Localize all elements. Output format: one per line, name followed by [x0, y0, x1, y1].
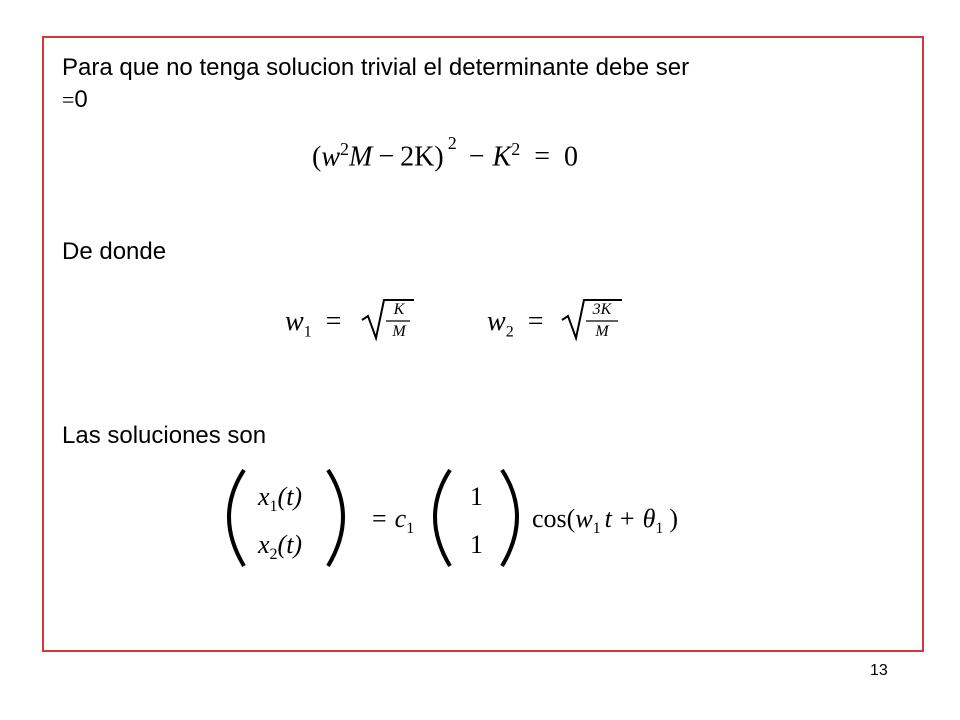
vector-one-bottom: 1 [470, 530, 483, 559]
w1-sub: 1 [303, 323, 312, 341]
cos-close: ) [669, 504, 679, 533]
intro-line: Para que no tenga solucion trivial el determinante debe ser [62, 54, 690, 81]
w1-symbol: w [285, 306, 304, 337]
x1-symbol: x [258, 482, 270, 511]
eq1-2K: 2K [400, 141, 435, 173]
cos-theta-sub: 1 [655, 520, 664, 538]
x1-sub: 1 [269, 498, 278, 516]
cos-w: w [575, 504, 593, 533]
eq1-minus: − [378, 141, 395, 173]
eq1-close-paren: ) [434, 141, 444, 173]
w2-symbol: w [487, 306, 506, 337]
w2-numerator: 3K [592, 301, 612, 318]
eq1-M: M [349, 141, 373, 173]
c-symbol: c [394, 504, 407, 533]
eq1-zero: 0 [563, 141, 578, 173]
eq1-K: K [492, 141, 512, 173]
cos-expression [532, 506, 678, 537]
cos-w-sub: 1 [592, 520, 601, 538]
eq1-open-paren: ( [312, 141, 322, 173]
x1-entry [258, 484, 302, 515]
eq1-sup: 2 [340, 139, 350, 159]
x2-entry [258, 532, 302, 563]
cos-t: t [604, 504, 612, 533]
x2-sub: 2 [269, 546, 278, 564]
c-sub: 1 [406, 520, 415, 538]
w2-equals: = [527, 306, 544, 337]
w1-equals: = [325, 306, 342, 337]
eq1-sup-outer: 2 [447, 133, 457, 153]
page-number: 13 [870, 662, 888, 679]
eq1-equals: = [534, 141, 550, 173]
cos-fn: cos( [532, 504, 576, 533]
eq1-minus-2: − [468, 141, 485, 173]
w2-sub: 2 [505, 323, 514, 341]
de-donde-label: De donde [62, 238, 167, 265]
coef-expression [372, 506, 414, 537]
w1-denominator: M [392, 323, 406, 340]
cos-plus: + [619, 504, 635, 533]
eq1-sup-K: 2 [511, 139, 521, 159]
vector-one-top: 1 [470, 482, 483, 511]
equals-sign: = [62, 87, 75, 112]
eq3-equals: = [372, 504, 387, 533]
x1-arg: (t) [277, 482, 303, 511]
cos-theta: θ [642, 504, 656, 533]
las-soluciones-label: Las soluciones son [62, 422, 267, 449]
x2-symbol: x [258, 530, 270, 559]
w1-numerator: K [393, 301, 405, 318]
w2-denominator: M [595, 323, 609, 340]
eq1-w: w [321, 141, 341, 173]
zero-value: 0 [74, 86, 88, 113]
x2-arg: (t) [277, 530, 303, 559]
